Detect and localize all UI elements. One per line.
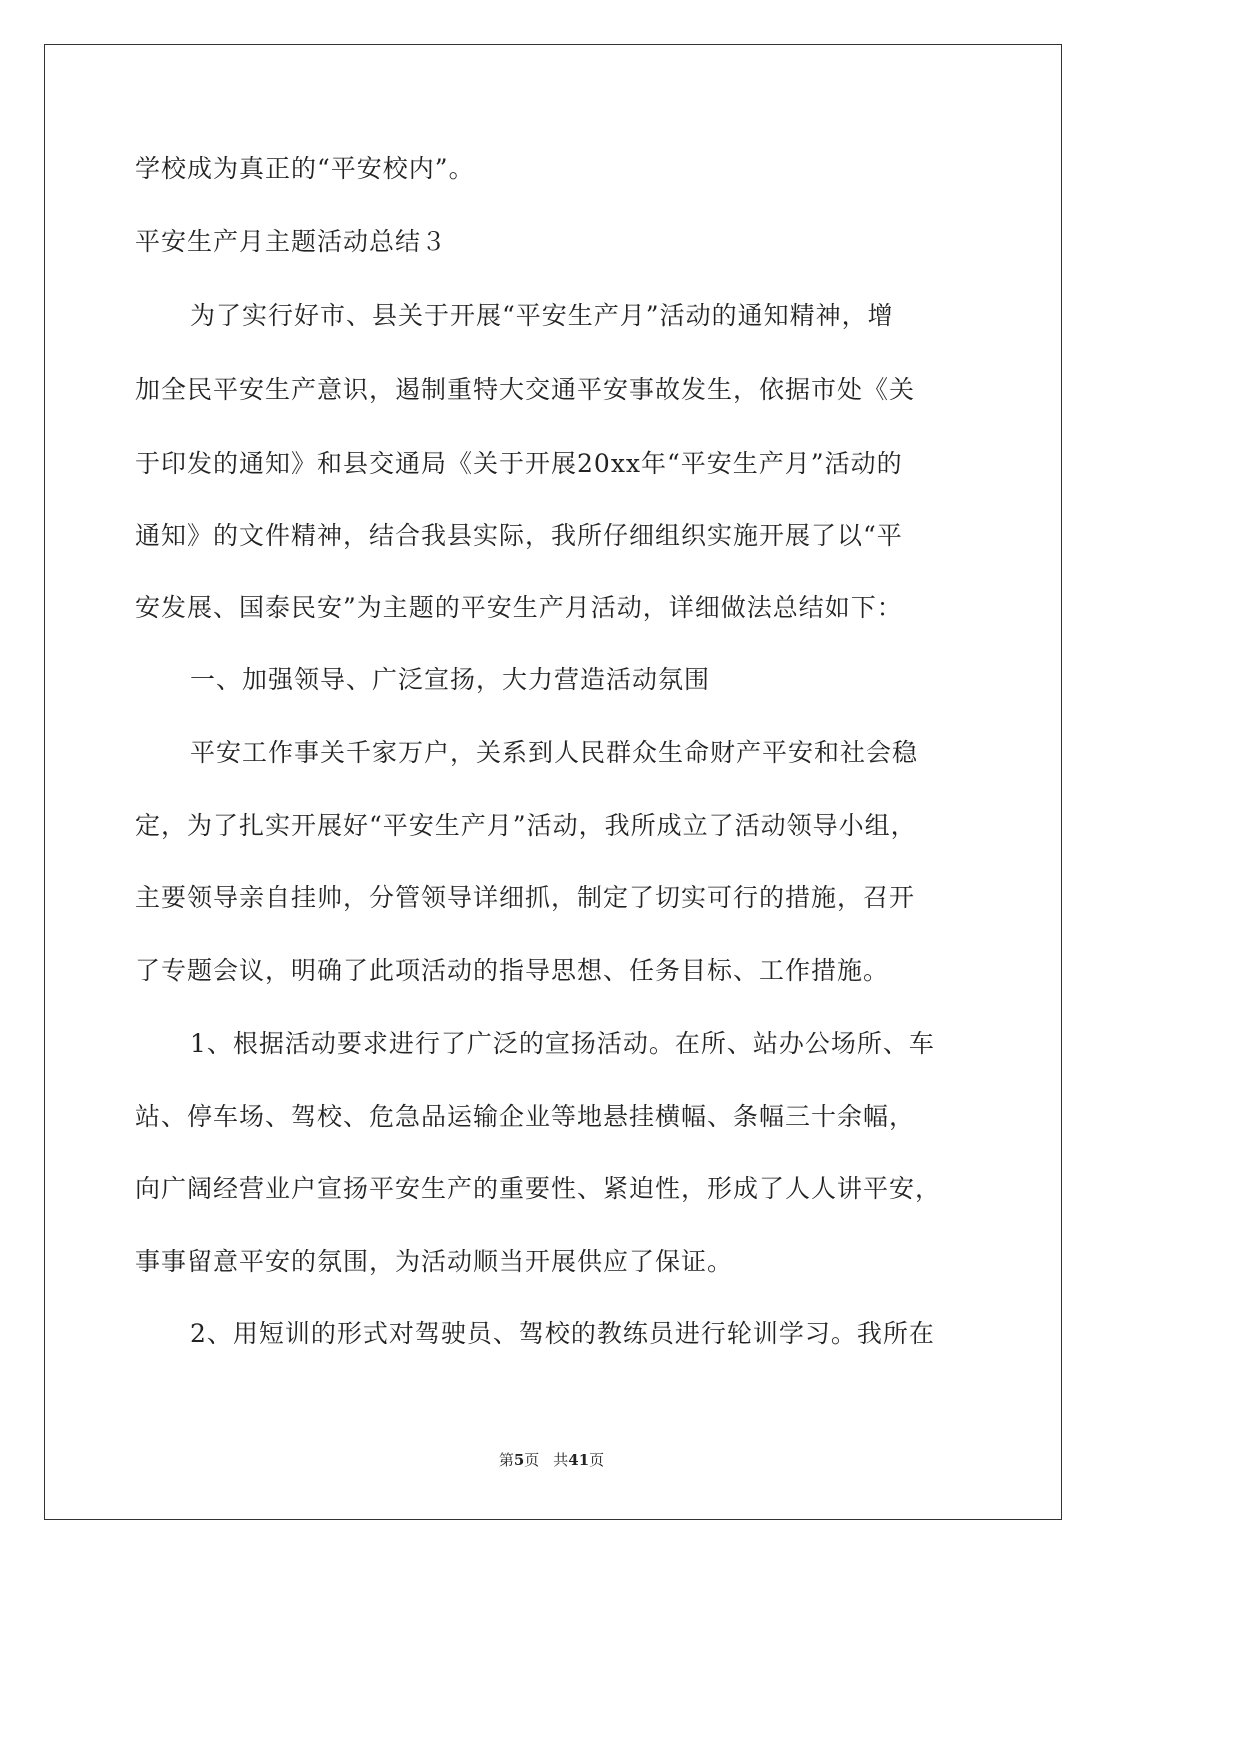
- total-label-suffix: 页: [589, 1451, 605, 1469]
- paragraph-line: 事事留意平安的氛围，为活动顺当开展供应了保证。: [135, 1247, 734, 1276]
- page-label-suffix: 页: [524, 1451, 540, 1469]
- paragraph-line: 1、根据活动要求进行了广泛的宣扬活动。在所、站办公场所、车: [190, 1029, 935, 1058]
- paragraph-line: 为了实行好市、县关于开展“平安生产月”活动的通知精神，增: [190, 301, 894, 330]
- page-label-prefix: 第: [498, 1451, 514, 1469]
- paragraph-line: 加全民平安生产意识，遏制重特大交通平安事故发生，依据市处《关: [135, 375, 916, 404]
- total-pages: 41: [568, 1451, 590, 1469]
- page-border: [44, 44, 1062, 1520]
- paragraph-line: 通知》的文件精神，结合我县实际，我所仔细组织实施开展了以“平: [135, 521, 903, 550]
- paragraph-line: 2、用短训的形式对驾驶员、驾校的教练员进行轮训学习。我所在: [190, 1319, 935, 1348]
- paragraph-line: 了专题会议，明确了此项活动的指导思想、任务目标、工作措施。: [135, 956, 890, 985]
- paragraph-line: 站、停车场、驾校、危急品运输企业等地悬挂横幅、条幅三十余幅，: [135, 1102, 916, 1131]
- paragraph-line: 安发展、国泰民安”为主题的平安生产月活动，详细做法总结如下：: [135, 593, 903, 622]
- section-heading: 平安生产月主题活动总结３: [135, 227, 448, 256]
- page-number: 5: [513, 1451, 525, 1469]
- subheading-line: 一、加强领导、广泛宣扬，大力营造活动氛围: [190, 665, 711, 694]
- paragraph-line: 平安工作事关千家万户，关系到人民群众生命财产平安和社会稳: [190, 738, 919, 767]
- paragraph-line: 学校成为真正的“平安校内”。: [135, 154, 475, 183]
- paragraph-line: 定，为了扎实开展好“平安生产月”活动，我所成立了活动领导小组，: [135, 811, 917, 840]
- paragraph-line: 于印发的通知》和县交通局《关于开展20xx年“平安生产月”活动的: [135, 449, 903, 478]
- page-footer: [0, 1450, 1103, 1470]
- paragraph-line: 向广阔经营业户宣扬平安生产的重要性、紧迫性，形成了人人讲平安，: [135, 1174, 942, 1203]
- total-label-prefix: 共: [553, 1451, 569, 1469]
- paragraph-line: 主要领导亲自挂帅，分管领导详细抓，制定了切实可行的措施，召开: [135, 883, 916, 912]
